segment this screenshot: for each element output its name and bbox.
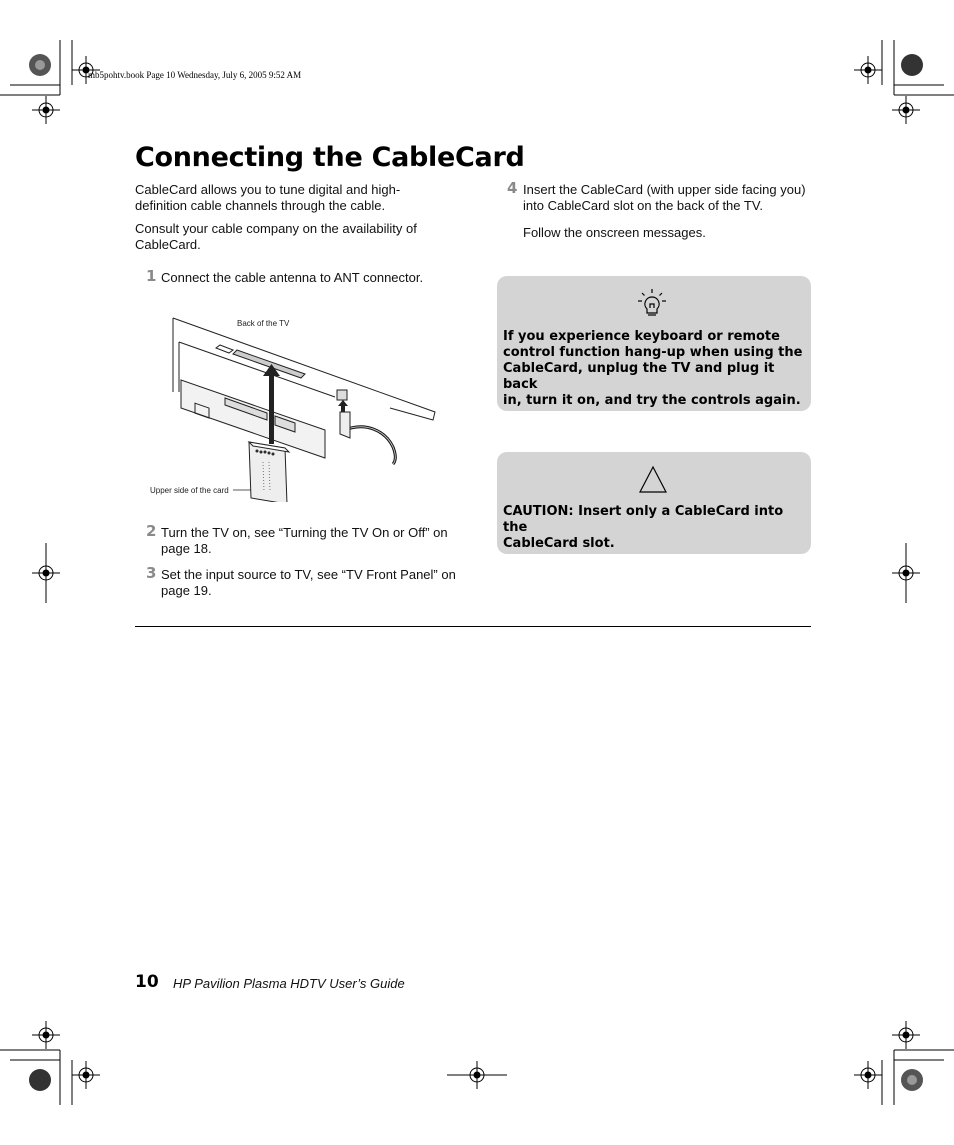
tip-line-3: CableCard, unplug the TV and plug it back xyxy=(503,361,775,392)
caution-callout xyxy=(497,452,811,554)
step-1-number: 1 xyxy=(146,267,157,285)
step-2-line1: Turn the TV on, see “Turning the TV On or Off” on xyxy=(161,525,448,540)
step-2-text xyxy=(161,525,461,557)
step-4-number: 4 xyxy=(507,179,518,197)
caution-line-2: CableCard slot. xyxy=(503,536,615,551)
intro-p1-line1: CableCard allows you to tune digital and high- xyxy=(135,182,401,197)
tip-callout xyxy=(497,276,811,411)
tip-line-4: in, turn it on, and try the controls again. xyxy=(503,393,801,408)
step-1-text: Connect the cable antenna to ANT connector. xyxy=(161,270,424,285)
figure-label-back: Back of the TV xyxy=(237,319,290,328)
lightbulb-icon xyxy=(635,288,669,322)
tip-line-2: control function hang-up when using the xyxy=(503,345,803,360)
page-number: 10 xyxy=(135,972,159,992)
step-3-line1: Set the input source to TV, see “TV Front Panel” on xyxy=(161,567,456,582)
intro-paragraph-1 xyxy=(135,182,455,214)
section-divider xyxy=(135,626,811,627)
step-4-follow: Follow the onscreen messages. xyxy=(523,225,706,240)
figure-label-card: Upper side of the card xyxy=(150,486,229,495)
step-3-line2: page 19. xyxy=(161,583,212,598)
tip-text xyxy=(503,329,807,409)
tip-line-1: If you experience keyboard or remote xyxy=(503,329,780,344)
step-2-number: 2 xyxy=(146,522,157,540)
intro-p2-line1: Consult your cable company on the availability of xyxy=(135,221,417,236)
caution-text xyxy=(503,504,807,552)
step-4-line2: into CableCard slot on the back of the TV. xyxy=(523,198,763,213)
footer-guide-title: HP Pavilion Plasma HDTV User’s Guide xyxy=(173,976,405,991)
intro-p1-line2: definition cable channels through the cable. xyxy=(135,198,386,213)
book-header: mb5pohtv.book Page 10 Wednesday, July 6, 2005 9:52 AM xyxy=(88,70,302,80)
cablecard-insertion-figure xyxy=(145,312,445,502)
intro-p2-line2: CableCard. xyxy=(135,237,201,252)
intro-paragraph-2 xyxy=(135,221,455,253)
warning-triangle-icon xyxy=(638,465,668,495)
step-3-number: 3 xyxy=(146,564,157,582)
step-2-line2: page 18. xyxy=(161,541,212,556)
caution-line-1: CAUTION: Insert only a CableCard into the xyxy=(503,504,784,535)
step-3-text xyxy=(161,567,461,599)
page-title: Connecting the CableCard xyxy=(135,142,525,173)
step-4-line1: Insert the CableCard (with upper side facing you) xyxy=(523,182,806,197)
step-4-text xyxy=(523,182,823,214)
